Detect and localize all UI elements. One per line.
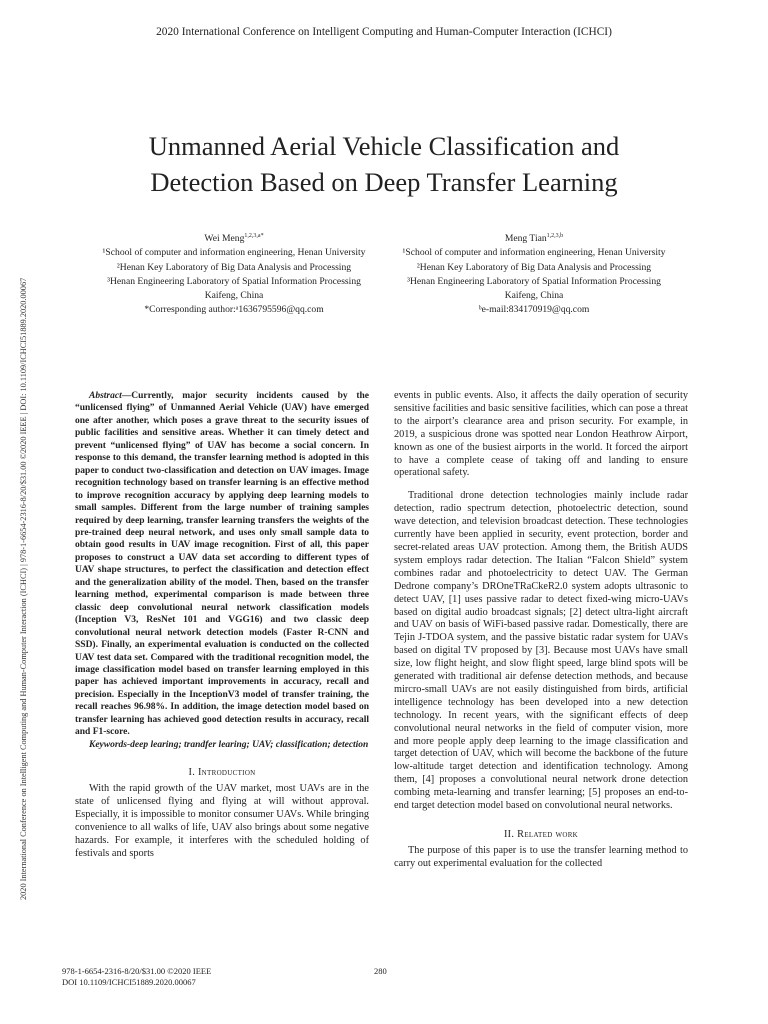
- side-citation-strip: 2020 International Conference on Intelligent Computing and Human-Computer Interaction (ICHCI) | 978-1-6654-2316-8/20/$31.00 ©2020 IEEE | DOI: 10.1109/ICHCI51889.2020.00067: [19, 277, 28, 900]
- author-contact: ᵇe-mail:834170919@qq.com: [478, 304, 590, 316]
- author-name-line: [393, 229, 675, 246]
- author-name: Wei Meng: [204, 233, 245, 245]
- footer-doi: DOI 10.1109/ICHCI51889.2020.00067: [62, 977, 196, 987]
- author-name-line: [93, 229, 375, 246]
- section-heading-introduction: I. Introduction: [188, 767, 256, 779]
- author-city: Kaifeng, China: [504, 290, 564, 301]
- author-affiliation-1: ¹School of computer and information engineering, Henan University: [402, 247, 666, 259]
- author-block-1: [93, 229, 375, 317]
- detection-technologies-paragraph: Traditional drone detection technologies mainly include radar detection, radio spectrum detection, photoelectric detection, sound wave detection, and television broadcast detection. These technologies currently have been applied in security, event protection, border and secret-related areas UAV protection. Among them, the British AUDS system employs radar detection. The Italian “Falcon Shield” system combines radar and photoelectricity to detect UAV. The German Dedrone company’s DROneTRaCkeR2.0 system adopts ultrasonic to detect UAV, [1] uses passive radar to detect fixed-wing micro-UAVs based on digital audio broadcast signals; [2] detect ultra-light aircraft and UAV on basis of WiFi-based passive radar. Domestically, there are Tejin J-TDOA system, and the passive bistatic radar system for UAVs based on digital TV proposed by [3]. Because most UAVs have small size, low flight height, and slow flight speed, large blind spots will be generated with traditional air defense detection methods, and because mircro-small UAVs are not easily distinguished from birds, artificial intelligence technology has been developed into a new detection technology. In recent years, with the significant effects of deep convolutional neural networks in the field of computer vision, more and more people apply deep learning to the image classification and target detection of UAV, which will become the backbone of the future low-altitude target detection and identification technology. Among them, [4] proposes a convolutional neural network drone detection combing meta-learning and transfer learning; [5] proposes an end-to-end target detection model based on convolutional neural networks.: [394, 490, 688, 812]
- author-affiliation-3: ³Henan Engineering Laboratory of Spatial Information Processing: [107, 275, 361, 287]
- section-heading-related-work: II. Related work: [503, 829, 579, 840]
- author-superscript: 1,2,3,a*: [244, 233, 264, 239]
- keywords: Keywords-deep learing; trandfer learing; UAV; classification; detection: [89, 739, 369, 750]
- intro-paragraph-continued: events in public events. Also, it affects the daily operation of security sensitive facilities and basic sensitive facilities, which can pose a threat to the airport’s clearance area and prison security. For example, in 2019, a suspicious drone was spotted near London Heathrow Airport, known as one of the busiest airports in the world. It forced the airport to have a complete cease of taking off and landing to ensure operational safety.: [394, 390, 688, 479]
- title-line-2: Detection Based on Deep Transfer Learning: [150, 167, 618, 197]
- author-block-2: [393, 229, 675, 317]
- footer-publication-info: [62, 966, 211, 988]
- abstract: [75, 390, 369, 739]
- intro-paragraph: With the rapid growth of the UAV market, most UAVs are in the state of unlicensed flying and flying at will without approval. Especially, it is impossible to monitor consumer UAVs. While bringing convenience to all walks of life, UAV also brings about some negative hazards. For example, it interferes with the scheduled holding of festivals and sports: [75, 783, 369, 859]
- author-city: Kaifeng, China: [204, 290, 264, 301]
- title-line-1: Unmanned Aerial Vehicle Classification and: [148, 131, 620, 161]
- abstract-text: —Currently, major security incidents caused by the “unlicensed flying” of Unmanned Aerial Vehicle (UAV) have emerged one after another, which poses a grave threat to the security issues of public facilities and sensitive areas. Whether it can timely detect and prevent “unlicensed flying” of UAV has become a social concern. In response to this demand, the transfer learning method is adopted in this paper to conduct two-classification and detection on UAV images. Image recognition technology based on transfer learning is an effective method to improve recognition accuracy by applying deep learning models to small samples. Different from the large number of training samples required by deep learning, transfer learning transfers the weights of the pre-trained deep neural network, and uses only small sample data to obtain good results in UAV image recognition. First of all, this paper proposes to construct a UAV data set according to different types of UAV shape structures, to perfect the classification and detection effect and the generalization ability of the model. Then, based on the transfer learning method, experimental comparison is made between three classic deep convolutional neural network classification models (Inception V3, ResNet 101 and VGG16) and two classic deep convolutional neural network detection models (Faster R-CNN and SSD). Finally, an experimental evaluation is conducted on the collected UAV test data set. Compared with the traditional recognition model, the image classification model based on transfer learning employed in this paper has achieved important improvements in accuracy, recall and precision. Especially in the InceptionV3 model of transfer training, the recall reaches 96.98%. In addition, the image detection model based on transfer learning has achieved good detection results in accuracy, recall and F1-score.: [75, 391, 369, 738]
- left-column: [75, 390, 369, 860]
- conference-header: 2020 International Conference on Intelligent Computing and Human-Computer Interaction (ICHCI): [156, 26, 612, 38]
- author-affiliation-1: ¹School of computer and information engineering, Henan University: [102, 247, 366, 259]
- abstract-lead: Abstract: [89, 391, 122, 401]
- author-affiliation-2: ²Henan Key Laboratory of Big Data Analysis and Processing: [416, 261, 652, 273]
- related-work-paragraph: The purpose of this paper is to use the transfer learning method to carry out experimental evaluation for the collected: [394, 844, 688, 869]
- right-column: [394, 390, 688, 871]
- author-contact: *Corresponding author:ᵃ1636795596@qq.com: [144, 304, 324, 316]
- footer-isbn: 978-1-6654-2316-8/20/$31.00 ©2020 IEEE: [62, 966, 212, 976]
- author-affiliation-2: ²Henan Key Laboratory of Big Data Analysis and Processing: [116, 261, 352, 273]
- author-affiliation-3: ³Henan Engineering Laboratory of Spatial Information Processing: [407, 275, 661, 287]
- paper-title: [0, 128, 768, 200]
- author-name: Meng Tian: [504, 233, 547, 245]
- author-superscript: 1,2,3,b: [546, 233, 564, 239]
- page-number: 280: [374, 966, 387, 976]
